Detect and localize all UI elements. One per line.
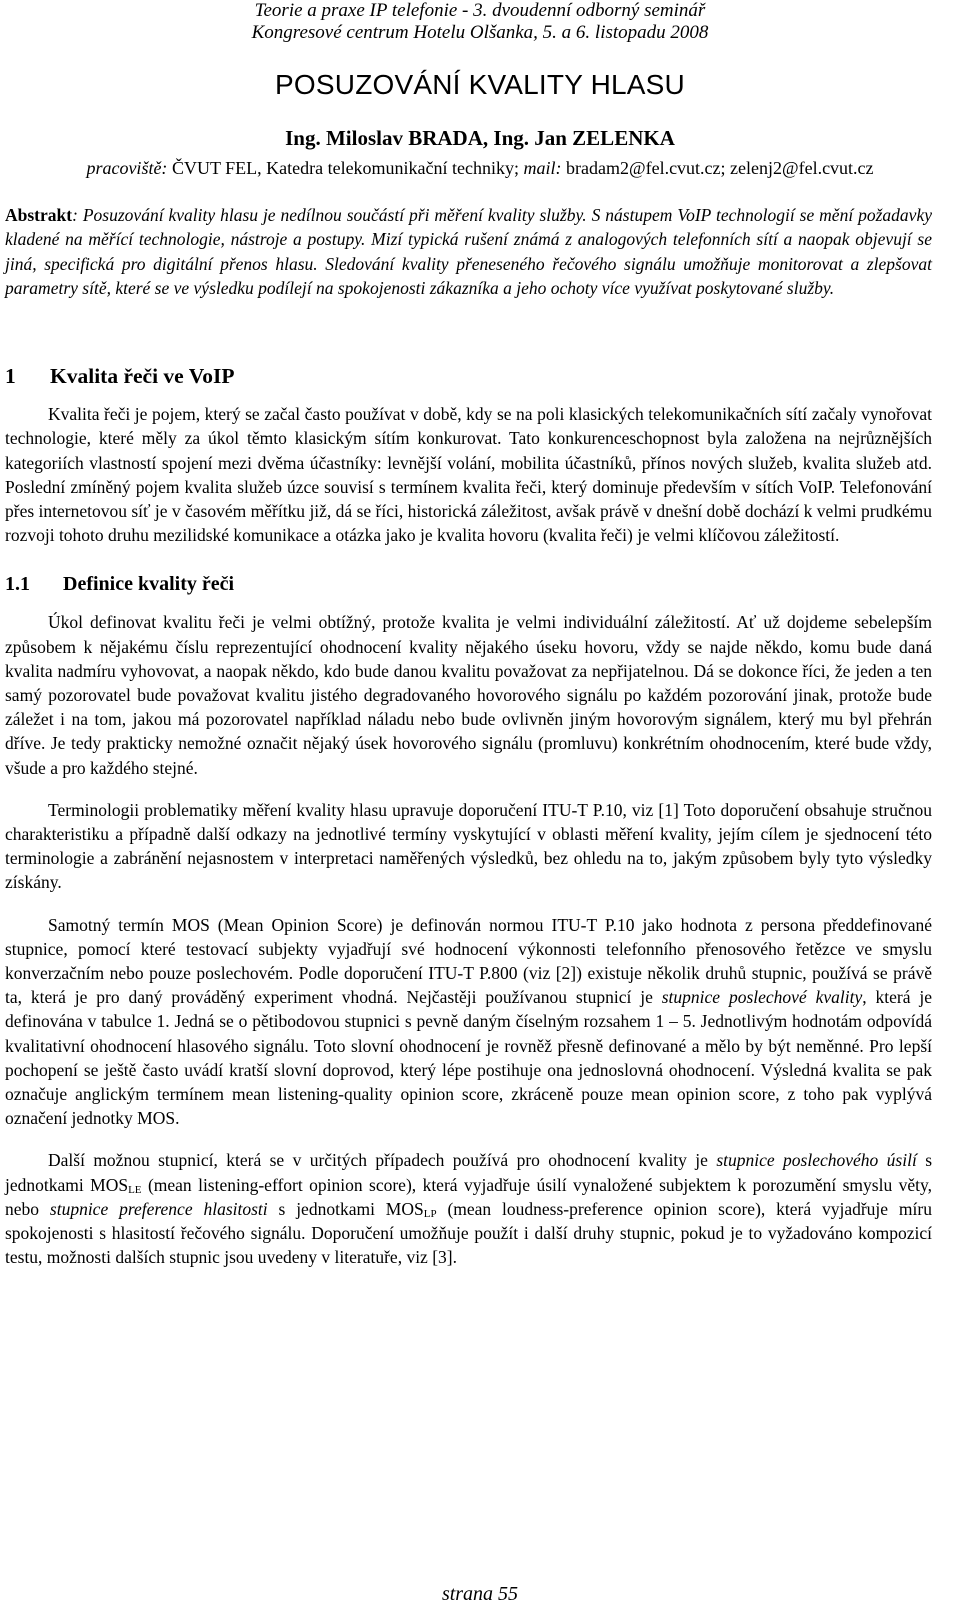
mail-label: mail: bbox=[523, 158, 562, 178]
section-1-1-heading bbox=[5, 572, 960, 596]
conference-header-line1: Teorie a praxe IP telefonie - 3. dvoudenní odborný seminář bbox=[254, 0, 706, 21]
section-1-1-paragraph-2: Terminologii problematiky měření kvality hlasu upravuje doporučení ITU-T P.10, viz [1] Toto doporučení obsahuje stručnou charakteristiku a případně další odkazy na jednotlivé termíny vyskytující v oblasti měření kvality, jejím cílem je sjednocení této terminologie a zabránění nejasnostem v interpretaci naměřených výsledků, bez ohledu na to, jakým způsobem byly tyto výsledky získány. bbox=[5, 799, 932, 893]
abstract-label: Abstrakt bbox=[5, 205, 73, 225]
page-number-footer: strana 55 bbox=[441, 1583, 519, 1605]
abstract-text: : Posuzování kvality hlasu je nedílnou součástí při měření kvality služby. S nástupem VoIP technologií se mění požadavky kladené na měřící technologie, nástroje a postupy. Mizí typická rušení známá z analogových telefonních sítí a naopak objevují se jiná, specifická pro digitální přenos hlasu. Sledování kvality přeneseného řečového signálu umožňuje monitorovat a zlepšovat parametry sítě, které se ve výsledku podílejí na spokojenosti zákazníka a jeho ochoty více využívat poskytované služby. bbox=[5, 205, 932, 298]
section-1-1-paragraph-1: Úkol definovat kvalitu řeči je velmi obtížný, protože kvalita je velmi individuální záležitostí. Ať už dojdeme sebelepším způsobem k nějakému číslu reprezentující ohodnocení kvality nějakého úseku hovoru, vždy se najde někdo, komu bude daná kvalita nadmíru vyhovovat, a naopak někdo, kdo bude danou kvalitu považovat za nepřijatelnou. Dá se dokonce říci, že jeden a ten samý pozorovatel bude považovat kvalitu jistého degradovaného hovorového signálu po každém pozorování jinak, protože bude záležet i na tom, jakou má pozorovatel například náladu nebo bude ovlivněn jiným hovorovým signálem, který mu byl přehrán dříve. Je tedy prakticky nemožné označit nějaký úsek hovorového signálu (promluvu) konkrétním ohodnocením, které bude vždy, všude a pro každého stejné. bbox=[5, 612, 932, 778]
section-1-heading bbox=[5, 363, 960, 389]
conference-header-line2: Kongresové centrum Hotelu Olšanka, 5. a 6. listopadu 2008 bbox=[251, 22, 709, 43]
p4-emphasis-2: stupnice preference hlasitosti bbox=[49, 1198, 268, 1219]
p4-text-e: (mean loudness-preference opinion score), která vyjadřuje míru spokojenosti s hlasitostí řečového signálu. Doporučení umožňuje použít i další druhy stupnic, pokud je to vyžadováno kompozicí testu, možnosti dalších stupnic jsou uvedeny v literatuře, viz [3]. bbox=[5, 1198, 932, 1268]
p3-emphasis: stupnice poslechové kvality bbox=[661, 987, 863, 1008]
p4-subscript-lp: LP bbox=[423, 1207, 437, 1220]
mail-addresses: bradam2@fel.cvut.cz; zelenj2@fel.cvut.cz bbox=[561, 158, 874, 178]
p4-emphasis-1: stupnice poslechového úsilí bbox=[716, 1150, 917, 1171]
section-1-1-paragraph-3 bbox=[5, 913, 932, 1131]
section-1-title: Kvalita řeči ve VoIP bbox=[50, 364, 235, 389]
author-affiliation bbox=[0, 157, 960, 179]
p4-text-d: s jednotkami MOS bbox=[267, 1198, 424, 1219]
p4-text-c: (mean listening-effort opinion score), která vyjadřuje úsilí vynaložené subjektem k porozumění smyslu věty, nebo bbox=[5, 1174, 932, 1219]
section-1-paragraph: Kvalita řeči je pojem, který se začal často používat v době, kdy se na poli klasických telekomunikačních sítí začaly vynořovat technologie, které měly za úkol těmto klasickým sítím konkurovat. Tato konkurenceschopnost byla založena na nejrůznějších kategoriích vlastností spojení mezi dvěma účastníky: levnější volání, mobilita účastníků, přínos nových služeb, kvalita služeb atd. Poslední zmíněný pojem kvalita služeb úzce souvisí s termínem kvalita řeči, který dominuje především v sítích VoIP. Telefonování přes internetovou síť je v časovém měřítku již, dá se říci, historická záležitost, avšak právě v dnešní době dochází k velmi prudkému rozvoji tohoto druhu mezilidské komunikace a otázka jako je kvalita hovoru (kvalita řeči) je velmi klíčovou záležitostí. bbox=[5, 404, 932, 546]
p4-text-b: s jednotkami MOS bbox=[5, 1150, 933, 1195]
paper-title: POSUZOVÁNÍ KVALITY HLASU bbox=[275, 69, 685, 100]
workplace-label: pracoviště: bbox=[86, 158, 168, 178]
section-1-1-paragraph-4 bbox=[5, 1148, 932, 1269]
abstract bbox=[5, 203, 932, 300]
p4-text-a: Další možnou stupnicí, která se v určitých případech používá pro ohodnocení kvality je bbox=[48, 1150, 717, 1171]
section-1-1-title: Definice kvality řeči bbox=[63, 573, 235, 596]
conference-header bbox=[0, 0, 960, 44]
p4-subscript-le: LE bbox=[128, 1183, 142, 1196]
workplace-text: ČVUT FEL, Katedra telekomunikační techniky; bbox=[167, 158, 524, 178]
section-1-number: 1 bbox=[5, 364, 16, 389]
p3-text-a: Samotný termín MOS (Mean Opinion Score) je definován normou ITU-T P.10 jako hodnota z persona předdefinované stupnice, pomocí které testovací subjekty vyjadřují své hodnocení výkonnosti telefonního přenosového řetězce ve smyslu konverzačním nebo pouze poslechovém. Podle doporučení ITU-T P.800 (viz [2]) existuje několik druhů stupnic, používá se právě ta, která je pro daný prováděný experiment vhodná. Nejčastěji používanou stupnicí je bbox=[5, 914, 932, 1008]
section-1-1-number: 1.1 bbox=[5, 573, 30, 596]
p3-text-b: , která je definována v tabulce 1. Jedná se o pětibodovou stupnici s pevně daným číselným rozsahem 1 – 5. Jednotlivým hodnotám odpovídá kvalitativní ohodnocení hlasového signálu. Toto slovní ohodnocení je rovněž přesně definované a mělo by být neměnné. Pro lepší pochopení se ještě často uvádí kratší slovní doprovod, který lépe postihuje ona jednoslovná ohodnocení. Výsledná kvalita se pak označuje anglickým termínem mean listening-quality opinion score, zkráceně pouze mean opinion score, z toho pak vyplývá označení jednotky MOS. bbox=[5, 987, 932, 1129]
paper-authors: Ing. Miloslav BRADA, Ing. Jan ZELENKA bbox=[285, 126, 675, 150]
